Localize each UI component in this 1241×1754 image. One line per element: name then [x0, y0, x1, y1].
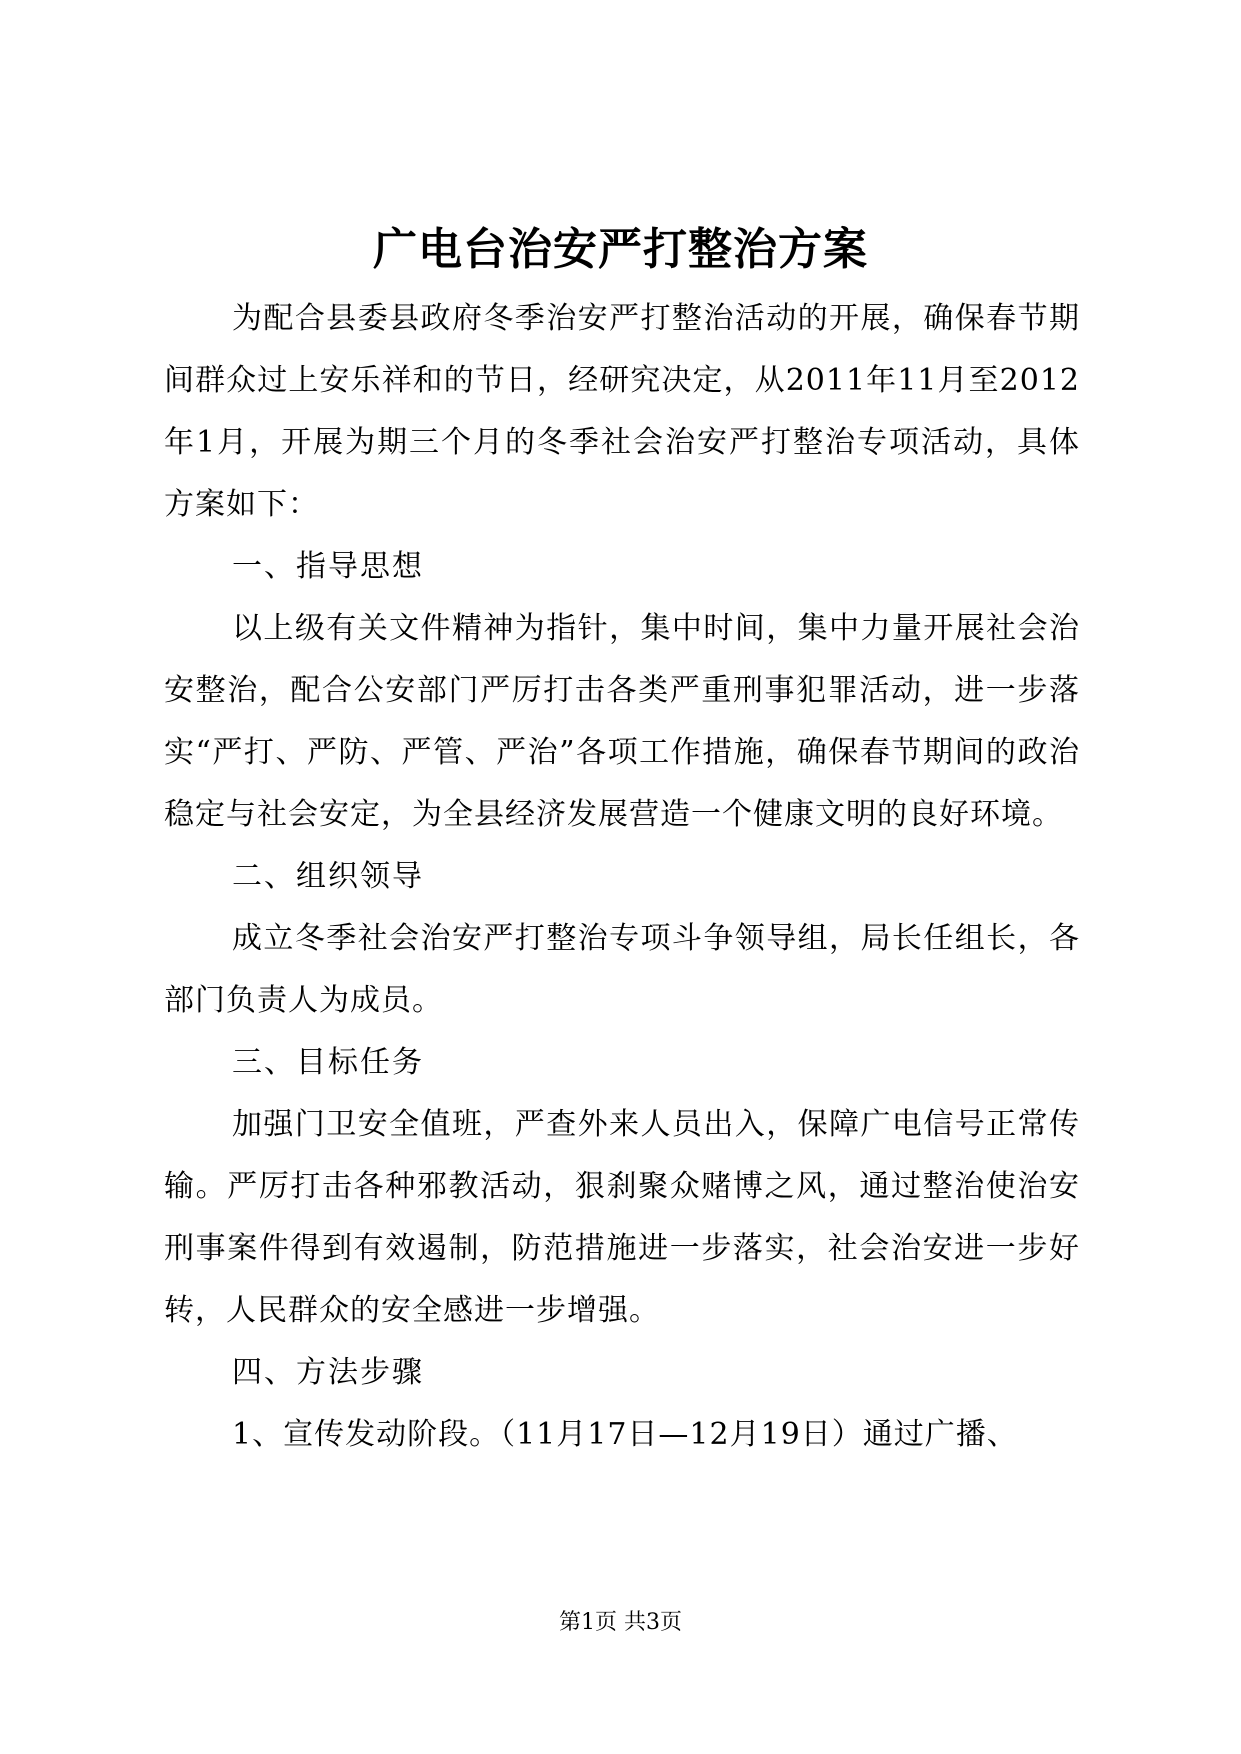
document-body — [164, 288, 1080, 1466]
objectives-paragraph: 加强门卫安全值班，严查外来人员出入，保障广电信号正常传输。严厉打击各种邪教活动，狠刹聚众赌博之风，通过整治使治安刑事案件得到有效遏制，防范措施进一步落实，社会治安进一步好转，人民群众的安全感进一步增强。 — [164, 1107, 1080, 1328]
intro-paragraph: 为配合县委县政府冬季治安严打整治活动的开展，确保春节期间群众过上安乐祥和的节日，经研究决定，从2011年11月至2012年1月，开展为期三个月的冬季社会治安严打整治专项活动，具体方案如下： — [164, 301, 1080, 522]
section-heading-leadership: 二、组织领导 — [232, 859, 424, 894]
methods-paragraph: 1、宣传发动阶段。（11月17日—12月19日）通过广播、 — [232, 1417, 1018, 1452]
section-heading-objectives: 三、目标任务 — [232, 1045, 424, 1080]
section-heading-guiding-thought: 一、指导思想 — [232, 549, 424, 584]
document-title: 广电台治安严打整治方案 — [373, 224, 868, 275]
leadership-paragraph: 成立冬季社会治安严打整治专项斗争领导组，局长任组长，各部门负责人为成员。 — [164, 921, 1080, 1018]
section-heading-methods: 四、方法步骤 — [232, 1355, 424, 1390]
guiding-thought-paragraph: 以上级有关文件精神为指针，集中时间，集中力量开展社会治安整治，配合公安部门严厉打击各类严重刑事犯罪活动，进一步落实“严打、严防、严管、严治”各项工作措施，确保春节期间的政治稳定与社会安定，为全县经济发展营造一个健康文明的良好环境。 — [164, 611, 1080, 832]
page-number: 第1页 共3页 — [559, 1610, 682, 1635]
